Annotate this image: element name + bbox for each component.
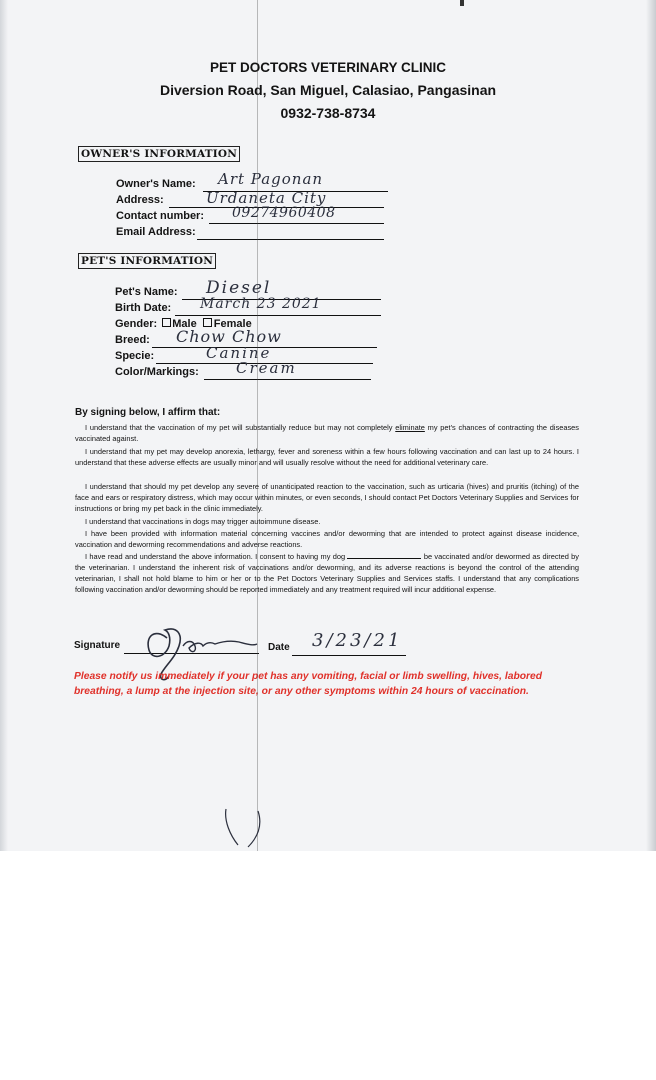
owner-address-label: Address:	[116, 194, 164, 206]
clinic-name: PET DOCTORS VETERINARY CLINIC	[209, 60, 447, 75]
affirmation-paragraph-4	[75, 516, 579, 527]
date-line	[292, 655, 406, 656]
p1-text-b: my pet's chances of contracting the diseases vaccinated against.	[75, 423, 579, 443]
owner-email-label: Email Address:	[116, 226, 196, 238]
birth-date-label: Birth Date:	[115, 302, 172, 314]
color-markings-value: Cream	[236, 359, 297, 377]
clinic-address: Diversion Road, San Miguel, Calasiao, Pangasinan	[159, 82, 497, 98]
owner-contact-line	[209, 223, 384, 224]
affirmation-title: By signing below, I affirm that:	[75, 407, 221, 418]
clinic-phone: 0932-738-8734	[280, 105, 376, 121]
p6-text-b: be vaccinated and/or dewormed as directed by the veterinarian. I understand the inherent risk of vaccinations and/or deworming, and its adverse reactions is beyond the control of the attending veterinarian, I shall not hold blame to him or her or to the Pet Doctors Veterinary Supplies and Services staffs. I understand that any complications following vaccination and/or deworming should be reported immediately and any treatment required will incur additional expense.	[75, 552, 579, 594]
gender-male-checkbox[interactable]	[162, 318, 171, 327]
dog-name-blank[interactable]	[347, 551, 421, 559]
owner-contact-value: 09274960408	[232, 205, 336, 221]
owner-name-label: Owner's Name:	[116, 178, 196, 190]
p3-text: I understand that should my pet develop any severe of unanticipated reaction to the vaccination, such as urticaria (hives) and pruritis (itching) of the face and ears or respiratory distress, which may occur within minutes, or even seconds, I should contact Pet Doctors Veterinary Supplies and Services for instructions or bring my pet back in the clinic immediately.	[75, 482, 579, 513]
stray-pen-mark	[220, 805, 270, 851]
scan-shadow-left	[0, 0, 8, 851]
affirmation-paragraph-2	[75, 446, 579, 468]
gender-male-label: Male	[172, 318, 197, 330]
gender-label: Gender:	[115, 318, 158, 330]
affirmation-paragraph-6	[75, 551, 579, 595]
owner-name-value: Art Pagonan	[218, 170, 324, 188]
date-value: 3/23/21	[312, 630, 403, 651]
p2-text: I understand that my pet may develop anorexia, lethargy, fever and soreness within a few hours following vaccination and can last up to 24 hours. I understand that these adverse effects are usually minor and will usually resolve without the need for additional veterinary care.	[75, 447, 579, 467]
p6-text-a: I have read and understand the above information. I consent to having my dog	[85, 552, 348, 561]
scan-mark	[460, 0, 464, 6]
affirmation-paragraph-3	[75, 481, 579, 514]
birth-date-line	[175, 315, 381, 316]
p5-text: I have been provided with information material concerning vaccines and/or deworming that are intended to protect against disease incidence, vaccination and deworming recommendations and adverse reactions.	[75, 529, 579, 549]
color-markings-label: Color/Markings:	[115, 366, 199, 378]
specie-label: Specie:	[115, 350, 155, 362]
notice-text: Please notify us immediately if your pet has any vomiting, facial or limb swelling, hives, labored breathing, a lump at the injection site, or any other symptoms within 24 hours of vaccination.	[74, 671, 543, 697]
owner-address-value: Urdaneta City	[206, 189, 327, 207]
affirmation-paragraph-1	[75, 422, 579, 444]
breed-value: Chow Chow	[176, 327, 282, 346]
p4-text: I understand that vaccinations in dogs may trigger autoimmune disease.	[85, 517, 321, 526]
affirmation-paragraph-5	[75, 528, 579, 550]
p1-text-a: I understand that the vaccination of my pet will substantially reduce but may not completely	[85, 423, 396, 432]
breed-label: Breed:	[115, 334, 150, 346]
pet-name-value: Diesel	[206, 278, 272, 298]
pet-name-label: Pet's Name:	[115, 286, 178, 298]
date-label: Date	[268, 642, 290, 653]
color-markings-line	[204, 379, 371, 380]
gender-female-checkbox[interactable]	[203, 318, 212, 327]
pet-section-heading: PET'S INFORMATION	[78, 253, 216, 269]
paper-fold-line	[257, 0, 258, 851]
specie-value: Canine	[206, 344, 272, 362]
gender-female-label: Female	[213, 318, 252, 330]
owner-contact-label: Contact number:	[116, 210, 204, 222]
owner-email-line	[197, 239, 384, 240]
owner-section-heading: OWNER'S INFORMATION	[78, 146, 240, 162]
scan-shadow-right	[646, 0, 656, 851]
signature-label: Signature	[74, 640, 121, 651]
birth-date-value: March 23 2021	[200, 296, 322, 312]
p1-emphasis: eliminate	[395, 423, 425, 432]
